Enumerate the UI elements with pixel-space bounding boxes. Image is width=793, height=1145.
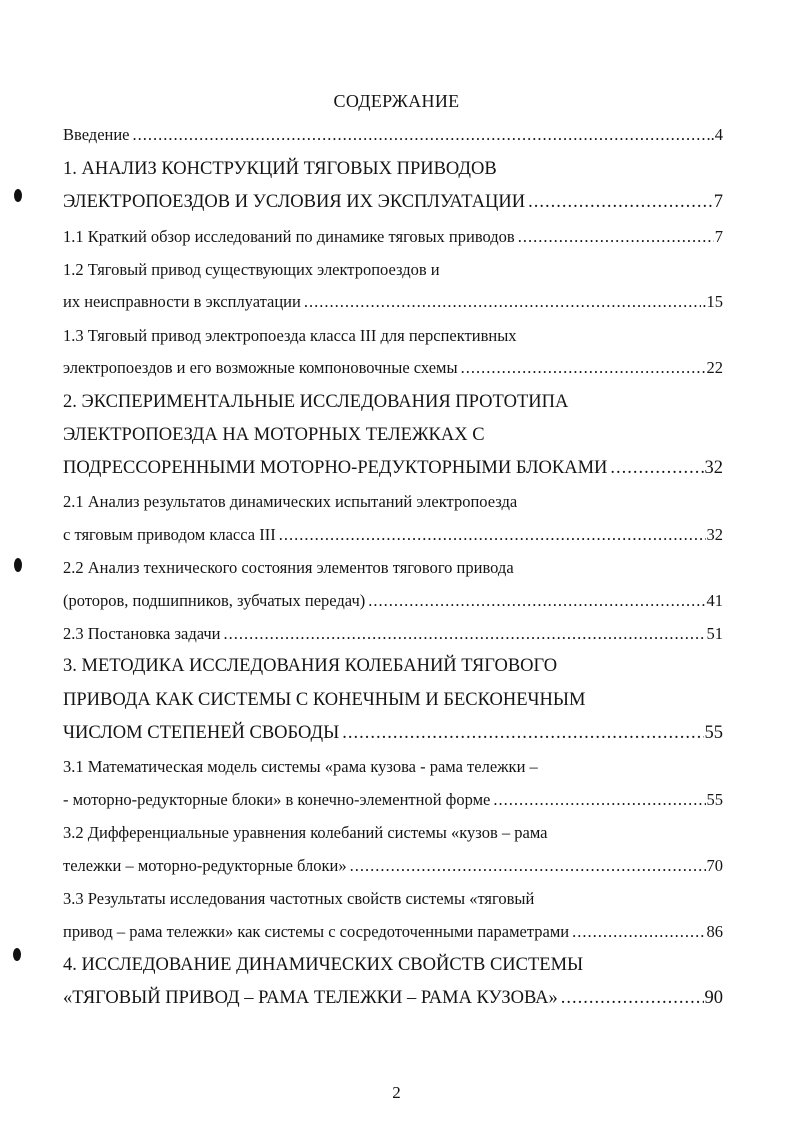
- toc-entry-title: электропоездов и его возможные компоновочные схемы: [63, 358, 458, 377]
- toc-entry: [63, 392, 723, 413]
- toc-entry-title: с тяговым приводом класса III: [63, 525, 276, 544]
- toc-entry: [63, 326, 723, 346]
- toc-entry-title: Введение: [63, 125, 130, 144]
- toc-entry: [63, 159, 723, 180]
- toc-entry-page: 55: [704, 723, 723, 743]
- toc-entry-title: - моторно-редукторные блоки» в конечно-элементной форме: [63, 790, 491, 809]
- toc-entry: [63, 856, 723, 876]
- dot-leader: [528, 192, 713, 213]
- toc-entry-title: 1.1 Краткий обзор исследований по динамике тяговых приводов: [63, 227, 515, 246]
- dot-leader: [342, 723, 703, 744]
- toc-entry-page: .15: [702, 292, 723, 311]
- toc-entry: [63, 955, 723, 976]
- toc-entry-title: ЭЛЕКТРОПОЕЗДА НА МОТОРНЫХ ТЕЛЕЖКАХ С: [63, 425, 485, 445]
- dot-leader: [224, 624, 706, 644]
- toc-entry-title: 2. ЭКСПЕРИМЕНТАЛЬНЫЕ ИССЛЕДОВАНИЯ ПРОТОТИПА: [63, 392, 569, 412]
- page-title: СОДЕРЖАНИЕ: [333, 91, 460, 111]
- toc-entry: [63, 591, 723, 611]
- toc-entry-title: 2.3 Постановка задачи: [63, 624, 221, 643]
- toc-entry-page: 86: [706, 922, 723, 941]
- toc-entry: [63, 458, 723, 479]
- margin-mark: [14, 189, 22, 202]
- toc-entry-page: 32: [704, 458, 723, 478]
- toc-entry: [63, 988, 723, 1009]
- dot-leader: [368, 591, 705, 611]
- toc-entry: [63, 656, 723, 677]
- toc-entry-title: 1.2 Тяговый привод существующих электропоездов и: [63, 260, 440, 279]
- toc-entry: [63, 558, 723, 578]
- dot-leader: [518, 227, 714, 247]
- toc-entry: [63, 525, 723, 545]
- toc-entry-page: .4: [710, 125, 723, 144]
- toc-entry: [63, 922, 723, 942]
- toc-entry-title: привод – рама тележки» как системы с сосредоточенными параметрами: [63, 922, 570, 941]
- margin-mark: [13, 948, 21, 961]
- toc-entry-title: 4. ИССЛЕДОВАНИЕ ДИНАМИЧЕСКИХ СВОЙСТВ СИСТЕМЫ: [63, 955, 584, 975]
- toc-entry-title: 2.2 Анализ технического состояния элементов тягового привода: [63, 558, 514, 577]
- toc-entry-title: тележки – моторно-редукторные блоки»: [63, 856, 347, 875]
- toc-entry-title: ЭЛЕКТРОПОЕЗДОВ И УСЛОВИЯ ИХ ЭКСПЛУАТАЦИИ: [63, 192, 526, 212]
- toc-entry: [63, 624, 723, 644]
- toc-entry: [63, 292, 723, 312]
- toc-entry-title: 2.1 Анализ результатов динамических испытаний электропоезда: [63, 492, 518, 511]
- dot-leader: [561, 988, 704, 1009]
- toc-entry-page: 7: [713, 192, 723, 212]
- toc-entry-title: 3.1 Математическая модель системы «рама кузова - рама тележки –: [63, 757, 538, 776]
- toc-entry-page: 70: [706, 856, 723, 875]
- toc-entry: [63, 757, 723, 777]
- toc-entry-title: ЧИСЛОМ СТЕПЕНЕЙ СВОБОДЫ: [63, 723, 340, 743]
- toc-entry: [63, 425, 723, 446]
- toc-entry-title: 1. АНАЛИЗ КОНСТРУКЦИЙ ТЯГОВЫХ ПРИВОДОВ: [63, 159, 497, 179]
- toc-entry: [63, 260, 723, 280]
- toc-entry: [63, 227, 723, 247]
- dot-leader: [610, 458, 703, 479]
- toc-entry: [63, 192, 723, 213]
- toc-entry: [63, 823, 723, 843]
- toc-entry-title: их неисправности в эксплуатации: [63, 292, 301, 311]
- toc-entry-title: 3. МЕТОДИКА ИССЛЕДОВАНИЯ КОЛЕБАНИЙ ТЯГОВОГО: [63, 656, 558, 676]
- toc-entry: [63, 723, 723, 744]
- toc-entry-page: 51: [706, 624, 723, 643]
- toc-entry-page: 32: [706, 525, 723, 544]
- dot-leader: [493, 790, 705, 810]
- toc-entry: [63, 492, 723, 512]
- toc-entry: [63, 358, 723, 378]
- toc-entry: [63, 690, 723, 711]
- toc-entry-page: 22: [706, 358, 723, 377]
- dot-leader: [350, 856, 706, 876]
- toc-entry-title: ПРИВОДА КАК СИСТЕМЫ С КОНЕЧНЫМ И БЕСКОНЕЧНЫМ: [63, 690, 586, 710]
- toc-entry-title: 3.3 Результаты исследования частотных свойств системы «тяговый: [63, 889, 535, 908]
- dot-leader: [304, 292, 702, 312]
- dot-leader: [133, 125, 710, 145]
- toc-entry-title: (роторов, подшипников, зубчатых передач): [63, 591, 366, 610]
- toc-entry-title: «ТЯГОВЫЙ ПРИВОД – РАМА ТЕЛЕЖКИ – РАМА КУЗОВА»: [63, 988, 558, 1008]
- toc-entry-page: 7: [714, 227, 723, 246]
- toc-entry: [63, 790, 723, 810]
- toc-entry-title: 3.2 Дифференциальные уравнения колебаний системы «кузов – рама: [63, 823, 548, 842]
- page-number: 2: [392, 1083, 401, 1102]
- toc-entry: [63, 125, 723, 145]
- toc-entry-page: 55: [706, 790, 723, 809]
- dot-leader: [572, 922, 705, 942]
- toc-entry-title: 1.3 Тяговый привод электропоезда класса III для перспективных: [63, 326, 517, 345]
- dot-leader: [279, 525, 706, 545]
- dot-leader: [461, 358, 706, 378]
- toc-entry: [63, 889, 723, 909]
- toc-entry-page: 41: [706, 591, 723, 610]
- margin-mark: [14, 558, 22, 572]
- toc-entry-page: 90: [704, 988, 723, 1008]
- toc-entry-title: ПОДРЕССОРЕННЫМИ МОТОРНО-РЕДУКТОРНЫМИ БЛОКАМИ: [63, 458, 608, 478]
